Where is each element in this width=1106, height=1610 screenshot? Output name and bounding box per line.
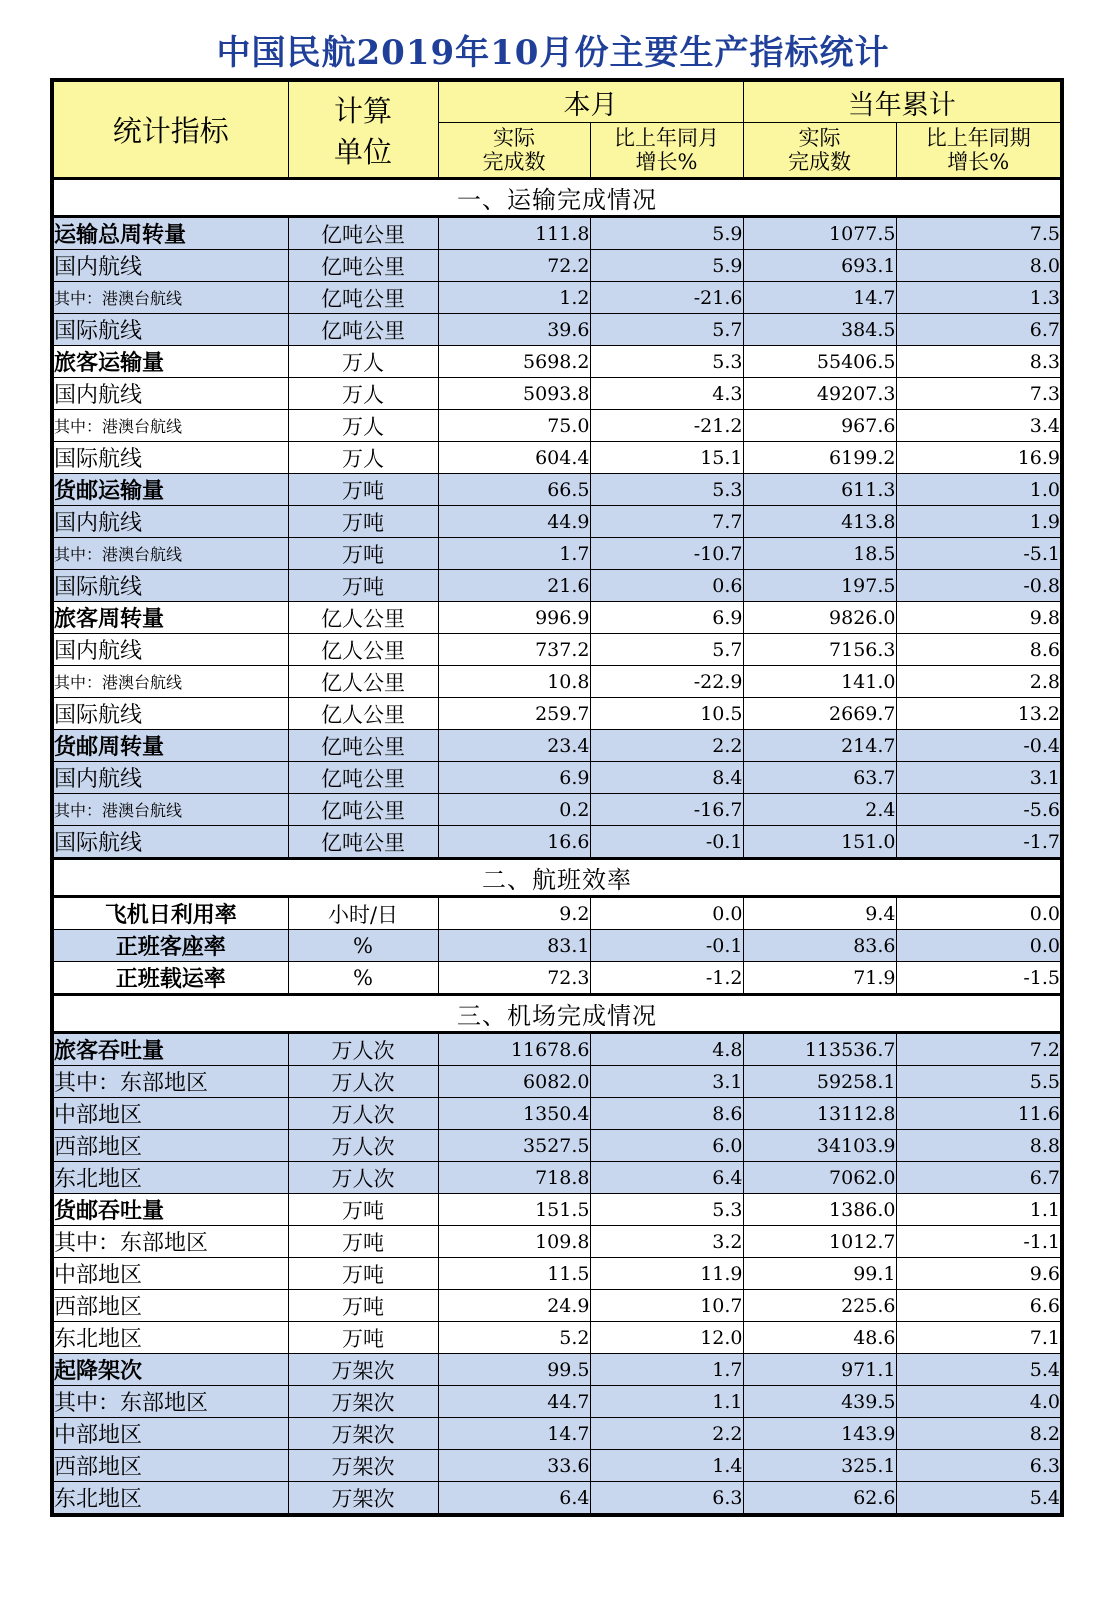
table-row [52, 314, 1062, 346]
unit-cell: 亿吨公里 [288, 762, 438, 794]
ytd-actual-cell: 63.7 [743, 762, 896, 794]
ytd-actual-cell: 325.1 [743, 1450, 896, 1482]
indicator-cell: 其中：港澳台航线 [52, 538, 288, 570]
ytd-growth-cell: 7.5 [896, 217, 1062, 250]
ytd-growth-cell: 5.4 [896, 1482, 1062, 1516]
table-row [52, 474, 1062, 506]
ytd-actual-cell: 83.6 [743, 930, 896, 962]
ytd-actual-cell: 384.5 [743, 314, 896, 346]
indicator-cell: 货邮吞吐量 [52, 1194, 288, 1226]
table-row [52, 282, 1062, 314]
unit-cell: 万人次 [288, 1066, 438, 1098]
ytd-actual-cell: 9826.0 [743, 602, 896, 634]
ytd-growth-cell: 1.0 [896, 474, 1062, 506]
ytd-actual-cell: 13112.8 [743, 1098, 896, 1130]
ytd-actual-cell: 34103.9 [743, 1130, 896, 1162]
month-actual-cell: 23.4 [438, 730, 590, 762]
month-actual-cell: 604.4 [438, 442, 590, 474]
indicator-cell: 其中：港澳台航线 [52, 410, 288, 442]
month-growth-cell: 4.3 [590, 378, 743, 410]
table-row [52, 570, 1062, 602]
month-growth-cell: 3.1 [590, 1066, 743, 1098]
month-growth-cell: 8.6 [590, 1098, 743, 1130]
month-growth-cell: 6.4 [590, 1162, 743, 1194]
table-row [52, 930, 1062, 962]
ytd-actual-cell: 71.9 [743, 962, 896, 995]
header-month: 本月 [438, 80, 743, 123]
table-row [52, 962, 1062, 995]
unit-cell: 万人次 [288, 1162, 438, 1194]
table-row [52, 1226, 1062, 1258]
ytd-actual-cell: 14.7 [743, 282, 896, 314]
table-row [52, 378, 1062, 410]
ytd-growth-cell: 0.0 [896, 930, 1062, 962]
section-title: 一、运输完成情况 [52, 179, 1062, 217]
ytd-growth-cell: 6.6 [896, 1290, 1062, 1322]
month-actual-cell: 44.9 [438, 506, 590, 538]
table-row [52, 1130, 1062, 1162]
month-growth-cell: 5.3 [590, 474, 743, 506]
month-growth-cell: -22.9 [590, 666, 743, 698]
month-growth-cell: 11.9 [590, 1258, 743, 1290]
month-growth-cell: 12.0 [590, 1322, 743, 1354]
unit-cell: 万吨 [288, 1290, 438, 1322]
unit-cell: 亿吨公里 [288, 794, 438, 826]
header-month-growth [590, 123, 743, 179]
month-actual-cell: 14.7 [438, 1418, 590, 1450]
statistics-table [50, 78, 1064, 1517]
month-actual-cell: 72.2 [438, 250, 590, 282]
month-growth-cell: -16.7 [590, 794, 743, 826]
header-month-actual [438, 123, 590, 179]
table-row [52, 217, 1062, 250]
indicator-cell: 其中：东部地区 [52, 1386, 288, 1418]
ytd-actual-cell: 439.5 [743, 1386, 896, 1418]
section-header-row [52, 995, 1062, 1033]
indicator-cell: 国内航线 [52, 250, 288, 282]
ytd-actual-cell: 48.6 [743, 1322, 896, 1354]
unit-cell: 万吨 [288, 1194, 438, 1226]
month-growth-cell: 2.2 [590, 1418, 743, 1450]
indicator-cell: 国内航线 [52, 762, 288, 794]
month-actual-cell: 11678.6 [438, 1033, 590, 1066]
ytd-actual-cell: 2669.7 [743, 698, 896, 730]
header-ytd-actual [743, 123, 896, 179]
month-actual-cell: 72.3 [438, 962, 590, 995]
unit-cell: 万吨 [288, 474, 438, 506]
table-row [52, 1066, 1062, 1098]
ytd-actual-cell: 971.1 [743, 1354, 896, 1386]
unit-cell: 万吨 [288, 1226, 438, 1258]
unit-cell: 亿吨公里 [288, 217, 438, 250]
unit-cell: 万人 [288, 442, 438, 474]
table-header [52, 80, 1062, 179]
header-ytd: 当年累计 [743, 80, 1062, 123]
ytd-growth-cell: 0.0 [896, 897, 1062, 930]
month-actual-cell: 109.8 [438, 1226, 590, 1258]
month-growth-cell: 15.1 [590, 442, 743, 474]
header-month-growth-line2: 增长% [635, 150, 698, 174]
month-growth-cell: 5.3 [590, 1194, 743, 1226]
table-row [52, 1386, 1062, 1418]
month-growth-cell: 5.9 [590, 217, 743, 250]
header-month-growth-line1: 比上年同月 [614, 126, 719, 150]
month-growth-cell: 6.9 [590, 602, 743, 634]
ytd-growth-cell: -1.7 [896, 826, 1062, 859]
ytd-growth-cell: -0.8 [896, 570, 1062, 602]
unit-cell: 万吨 [288, 570, 438, 602]
ytd-growth-cell: -5.1 [896, 538, 1062, 570]
month-actual-cell: 996.9 [438, 602, 590, 634]
header-indicator: 统计指标 [52, 80, 288, 179]
month-actual-cell: 111.8 [438, 217, 590, 250]
indicator-cell: 东北地区 [52, 1322, 288, 1354]
month-growth-cell: 5.9 [590, 250, 743, 282]
indicator-cell: 国际航线 [52, 698, 288, 730]
table-row [52, 826, 1062, 859]
header-ytd-growth-line1: 比上年同期 [925, 126, 1031, 150]
unit-cell: 万人 [288, 346, 438, 378]
header-unit-line2: 单位 [333, 134, 392, 169]
indicator-cell: 旅客周转量 [52, 602, 288, 634]
month-actual-cell: 1350.4 [438, 1098, 590, 1130]
indicator-cell: 货邮周转量 [52, 730, 288, 762]
indicator-cell: 正班载运率 [52, 962, 288, 995]
indicator-cell: 中部地区 [52, 1258, 288, 1290]
month-growth-cell: -10.7 [590, 538, 743, 570]
ytd-growth-cell: 5.5 [896, 1066, 1062, 1098]
ytd-growth-cell: 8.6 [896, 634, 1062, 666]
unit-cell: 万吨 [288, 506, 438, 538]
table-row [52, 1482, 1062, 1516]
ytd-actual-cell: 59258.1 [743, 1066, 896, 1098]
indicator-cell: 货邮运输量 [52, 474, 288, 506]
unit-cell: 亿吨公里 [288, 250, 438, 282]
ytd-actual-cell: 7062.0 [743, 1162, 896, 1194]
month-actual-cell: 44.7 [438, 1386, 590, 1418]
month-actual-cell: 99.5 [438, 1354, 590, 1386]
indicator-cell: 旅客吞吐量 [52, 1033, 288, 1066]
indicator-cell: 国际航线 [52, 442, 288, 474]
month-actual-cell: 0.2 [438, 794, 590, 826]
section-header-row [52, 859, 1062, 897]
ytd-growth-cell: 6.7 [896, 314, 1062, 346]
unit-cell: 万架次 [288, 1450, 438, 1482]
ytd-actual-cell: 18.5 [743, 538, 896, 570]
unit-cell: 亿吨公里 [288, 730, 438, 762]
month-actual-cell: 39.6 [438, 314, 590, 346]
ytd-actual-cell: 1386.0 [743, 1194, 896, 1226]
table-row [52, 634, 1062, 666]
unit-cell: 万架次 [288, 1482, 438, 1516]
table-row [52, 346, 1062, 378]
ytd-actual-cell: 49207.3 [743, 378, 896, 410]
month-actual-cell: 75.0 [438, 410, 590, 442]
indicator-cell: 其中：港澳台航线 [52, 666, 288, 698]
indicator-cell: 旅客运输量 [52, 346, 288, 378]
month-growth-cell: -21.2 [590, 410, 743, 442]
ytd-actual-cell: 693.1 [743, 250, 896, 282]
month-actual-cell: 24.9 [438, 1290, 590, 1322]
ytd-actual-cell: 99.1 [743, 1258, 896, 1290]
section-title: 三、机场完成情况 [52, 995, 1062, 1033]
unit-cell: 亿吨公里 [288, 826, 438, 859]
ytd-actual-cell: 214.7 [743, 730, 896, 762]
section-title: 二、航班效率 [52, 859, 1062, 897]
ytd-growth-cell: 1.3 [896, 282, 1062, 314]
month-growth-cell: 6.0 [590, 1130, 743, 1162]
month-actual-cell: 5698.2 [438, 346, 590, 378]
month-actual-cell: 11.5 [438, 1258, 590, 1290]
month-growth-cell: 0.0 [590, 897, 743, 930]
ytd-growth-cell: -1.1 [896, 1226, 1062, 1258]
unit-cell: % [288, 930, 438, 962]
table-row [52, 698, 1062, 730]
unit-cell: 万架次 [288, 1354, 438, 1386]
indicator-cell: 国内航线 [52, 634, 288, 666]
ytd-actual-cell: 1077.5 [743, 217, 896, 250]
ytd-actual-cell: 113536.7 [743, 1033, 896, 1066]
month-actual-cell: 33.6 [438, 1450, 590, 1482]
ytd-growth-cell: 13.2 [896, 698, 1062, 730]
ytd-growth-cell: 5.4 [896, 1354, 1062, 1386]
table-row [52, 442, 1062, 474]
ytd-growth-cell: 2.8 [896, 666, 1062, 698]
month-actual-cell: 3527.5 [438, 1130, 590, 1162]
indicator-cell: 国际航线 [52, 570, 288, 602]
indicator-cell: 其中：东部地区 [52, 1066, 288, 1098]
header-ytd-growth-line2: 增长% [947, 150, 1010, 174]
ytd-actual-cell: 7156.3 [743, 634, 896, 666]
table-row [52, 1258, 1062, 1290]
month-actual-cell: 83.1 [438, 930, 590, 962]
ytd-growth-cell: 8.0 [896, 250, 1062, 282]
unit-cell: 万人 [288, 410, 438, 442]
table-row [52, 1322, 1062, 1354]
table-row [52, 1290, 1062, 1322]
indicator-cell: 东北地区 [52, 1482, 288, 1516]
ytd-actual-cell: 143.9 [743, 1418, 896, 1450]
table-row [52, 666, 1062, 698]
indicator-cell: 西部地区 [52, 1450, 288, 1482]
month-growth-cell: 1.1 [590, 1386, 743, 1418]
header-month-actual-line2: 完成数 [482, 150, 546, 174]
ytd-growth-cell: 7.3 [896, 378, 1062, 410]
indicator-cell: 飞机日利用率 [52, 897, 288, 930]
ytd-actual-cell: 225.6 [743, 1290, 896, 1322]
unit-cell: 亿吨公里 [288, 314, 438, 346]
month-growth-cell: 3.2 [590, 1226, 743, 1258]
month-growth-cell: -1.2 [590, 962, 743, 995]
month-growth-cell: 5.7 [590, 634, 743, 666]
table-row [52, 250, 1062, 282]
month-actual-cell: 1.7 [438, 538, 590, 570]
month-actual-cell: 1.2 [438, 282, 590, 314]
unit-cell: % [288, 962, 438, 995]
month-actual-cell: 66.5 [438, 474, 590, 506]
month-actual-cell: 6082.0 [438, 1066, 590, 1098]
ytd-actual-cell: 55406.5 [743, 346, 896, 378]
ytd-actual-cell: 151.0 [743, 826, 896, 859]
table-row [52, 1033, 1062, 1066]
table-row [52, 762, 1062, 794]
month-growth-cell: 4.8 [590, 1033, 743, 1066]
month-growth-cell: 1.4 [590, 1450, 743, 1482]
unit-cell: 万吨 [288, 1258, 438, 1290]
month-actual-cell: 5093.8 [438, 378, 590, 410]
header-unit [288, 80, 438, 179]
ytd-growth-cell: 3.1 [896, 762, 1062, 794]
header-unit-line1: 计算 [333, 93, 392, 128]
page-title: 中国民航2019年10月份主要生产指标统计 [216, 33, 890, 73]
table-row [52, 538, 1062, 570]
month-growth-cell: -0.1 [590, 930, 743, 962]
month-actual-cell: 6.9 [438, 762, 590, 794]
month-growth-cell: 10.5 [590, 698, 743, 730]
unit-cell: 亿人公里 [288, 698, 438, 730]
header-ytd-growth [896, 123, 1062, 179]
ytd-growth-cell: 8.3 [896, 346, 1062, 378]
month-actual-cell: 21.6 [438, 570, 590, 602]
month-actual-cell: 151.5 [438, 1194, 590, 1226]
month-actual-cell: 10.8 [438, 666, 590, 698]
ytd-growth-cell: 1.1 [896, 1194, 1062, 1226]
ytd-actual-cell: 967.6 [743, 410, 896, 442]
ytd-growth-cell: 7.1 [896, 1322, 1062, 1354]
indicator-cell: 西部地区 [52, 1290, 288, 1322]
ytd-growth-cell: 1.9 [896, 506, 1062, 538]
indicator-cell: 国内航线 [52, 378, 288, 410]
table-row [52, 410, 1062, 442]
month-growth-cell: 5.3 [590, 346, 743, 378]
ytd-growth-cell: 16.9 [896, 442, 1062, 474]
month-growth-cell: 2.2 [590, 730, 743, 762]
table-row [52, 1194, 1062, 1226]
month-growth-cell: 10.7 [590, 1290, 743, 1322]
ytd-actual-cell: 197.5 [743, 570, 896, 602]
ytd-growth-cell: 3.4 [896, 410, 1062, 442]
ytd-growth-cell: 8.8 [896, 1130, 1062, 1162]
ytd-actual-cell: 611.3 [743, 474, 896, 506]
ytd-growth-cell: 4.0 [896, 1386, 1062, 1418]
section-header-row [52, 179, 1062, 217]
unit-cell: 万人次 [288, 1098, 438, 1130]
month-growth-cell: 0.6 [590, 570, 743, 602]
unit-cell: 万吨 [288, 538, 438, 570]
indicator-cell: 起降架次 [52, 1354, 288, 1386]
indicator-cell: 国际航线 [52, 314, 288, 346]
header-ytd-actual-line2: 完成数 [788, 150, 851, 174]
unit-cell: 万架次 [288, 1386, 438, 1418]
indicator-cell: 西部地区 [52, 1130, 288, 1162]
table-row [52, 506, 1062, 538]
indicator-cell: 其中：港澳台航线 [52, 794, 288, 826]
unit-cell: 万人 [288, 378, 438, 410]
month-actual-cell: 718.8 [438, 1162, 590, 1194]
ytd-actual-cell: 141.0 [743, 666, 896, 698]
ytd-actual-cell: 413.8 [743, 506, 896, 538]
indicator-cell: 中部地区 [52, 1418, 288, 1450]
month-growth-cell: 6.3 [590, 1482, 743, 1516]
table-row [52, 730, 1062, 762]
month-growth-cell: -0.1 [590, 826, 743, 859]
unit-cell: 亿人公里 [288, 666, 438, 698]
month-growth-cell: 5.7 [590, 314, 743, 346]
month-actual-cell: 737.2 [438, 634, 590, 666]
unit-cell: 亿人公里 [288, 602, 438, 634]
unit-cell: 万吨 [288, 1322, 438, 1354]
month-growth-cell: -21.6 [590, 282, 743, 314]
indicator-cell: 运输总周转量 [52, 217, 288, 250]
ytd-actual-cell: 1012.7 [743, 1226, 896, 1258]
indicator-cell: 国际航线 [52, 826, 288, 859]
table-row [52, 1450, 1062, 1482]
month-actual-cell: 16.6 [438, 826, 590, 859]
month-growth-cell: 8.4 [590, 762, 743, 794]
month-growth-cell: 7.7 [590, 506, 743, 538]
month-actual-cell: 6.4 [438, 1482, 590, 1516]
ytd-actual-cell: 9.4 [743, 897, 896, 930]
ytd-growth-cell: 7.2 [896, 1033, 1062, 1066]
unit-cell: 万架次 [288, 1418, 438, 1450]
unit-cell: 亿吨公里 [288, 282, 438, 314]
indicator-cell: 中部地区 [52, 1098, 288, 1130]
table-row [52, 1354, 1062, 1386]
ytd-growth-cell: -1.5 [896, 962, 1062, 995]
indicator-cell: 其中：港澳台航线 [52, 282, 288, 314]
table-row [52, 794, 1062, 826]
ytd-growth-cell: 9.6 [896, 1258, 1062, 1290]
ytd-growth-cell: -0.4 [896, 730, 1062, 762]
ytd-actual-cell: 62.6 [743, 1482, 896, 1516]
unit-cell: 小时/日 [288, 897, 438, 930]
month-actual-cell: 259.7 [438, 698, 590, 730]
table-row [52, 1418, 1062, 1450]
table-row [52, 897, 1062, 930]
table-row [52, 1162, 1062, 1194]
ytd-actual-cell: 6199.2 [743, 442, 896, 474]
table-row [52, 1098, 1062, 1130]
unit-cell: 万人次 [288, 1130, 438, 1162]
ytd-growth-cell: 9.8 [896, 602, 1062, 634]
header-ytd-actual-line1: 实际 [798, 126, 841, 150]
table-row [52, 602, 1062, 634]
indicator-cell: 东北地区 [52, 1162, 288, 1194]
ytd-growth-cell: 11.6 [896, 1098, 1062, 1130]
unit-cell: 万人次 [288, 1033, 438, 1066]
ytd-growth-cell: -5.6 [896, 794, 1062, 826]
indicator-cell: 正班客座率 [52, 930, 288, 962]
indicator-cell: 其中：东部地区 [52, 1226, 288, 1258]
indicator-cell: 国内航线 [52, 506, 288, 538]
month-actual-cell: 9.2 [438, 897, 590, 930]
month-actual-cell: 5.2 [438, 1322, 590, 1354]
unit-cell: 亿人公里 [288, 634, 438, 666]
ytd-growth-cell: 6.3 [896, 1450, 1062, 1482]
month-growth-cell: 1.7 [590, 1354, 743, 1386]
header-month-actual-line1: 实际 [493, 126, 535, 150]
table-body [52, 179, 1062, 1516]
ytd-growth-cell: 6.7 [896, 1162, 1062, 1194]
ytd-actual-cell: 2.4 [743, 794, 896, 826]
ytd-growth-cell: 8.2 [896, 1418, 1062, 1450]
